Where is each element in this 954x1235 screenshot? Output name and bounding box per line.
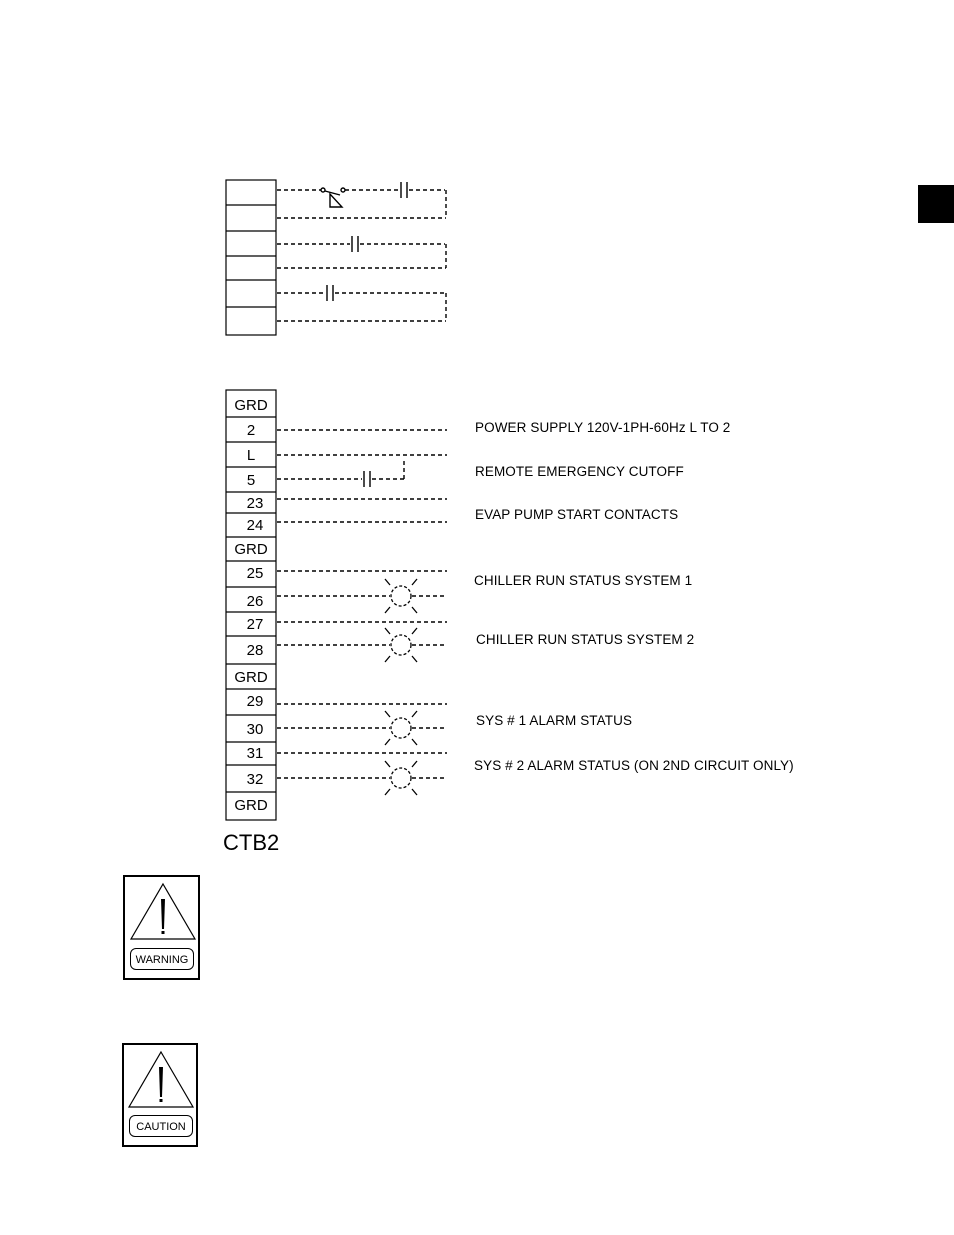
- terminal-label: GRD: [234, 797, 268, 814]
- terminal-label: 32: [246, 771, 264, 788]
- terminal-block-name: CTB2: [223, 830, 280, 855]
- evap-pump-start-label: EVAP PUMP START CONTACTS: [475, 507, 679, 522]
- remote-cutoff-contact-symbol: [364, 471, 370, 487]
- terminal-label: 28: [246, 642, 264, 659]
- terminal-label: 25: [246, 565, 264, 582]
- terminal-label: 2: [246, 422, 256, 439]
- sys2-alarm-status-label: SYS # 2 ALARM STATUS (ON 2ND CIRCUIT ONLY): [474, 758, 794, 773]
- top-circuit-3: [277, 285, 446, 321]
- ctb2-terminal-labels: [234, 397, 268, 814]
- caution-sign: [122, 1043, 198, 1147]
- terminal-label: 29: [246, 693, 264, 710]
- terminal-label: 26: [246, 593, 264, 610]
- terminal-label: 27: [246, 616, 264, 633]
- terminal-label: 30: [246, 721, 264, 738]
- chiller-run-status-sys1-label: CHILLER RUN STATUS SYSTEM 1: [474, 573, 693, 588]
- remote-emergency-cutoff-label: REMOTE EMERGENCY CUTOFF: [475, 464, 684, 479]
- terminal-label: 5: [246, 472, 256, 489]
- terminal-label: 31: [246, 745, 264, 762]
- terminal-label: L: [246, 447, 256, 464]
- terminal-label: 23: [246, 495, 264, 512]
- terminal-label: GRD: [234, 397, 268, 414]
- terminal-label: GRD: [234, 541, 268, 558]
- power-supply-label: POWER SUPPLY 120V-1PH-60Hz L TO 2: [475, 420, 731, 435]
- caution-label: CAUTION: [129, 1115, 193, 1137]
- terminal-label: 24: [246, 517, 264, 534]
- warning-label: WARNING: [130, 948, 194, 970]
- terminal-label: GRD: [234, 669, 268, 686]
- chiller-run-status-sys2-label: CHILLER RUN STATUS SYSTEM 2: [476, 632, 695, 647]
- ctb2-wiring: [277, 430, 447, 778]
- top-circuit-1: [277, 182, 446, 218]
- top-terminal-block: [226, 180, 276, 335]
- top-circuit-2: [277, 236, 446, 268]
- sys1-alarm-status-label: SYS # 1 ALARM STATUS: [476, 713, 633, 728]
- warning-sign: [123, 875, 200, 980]
